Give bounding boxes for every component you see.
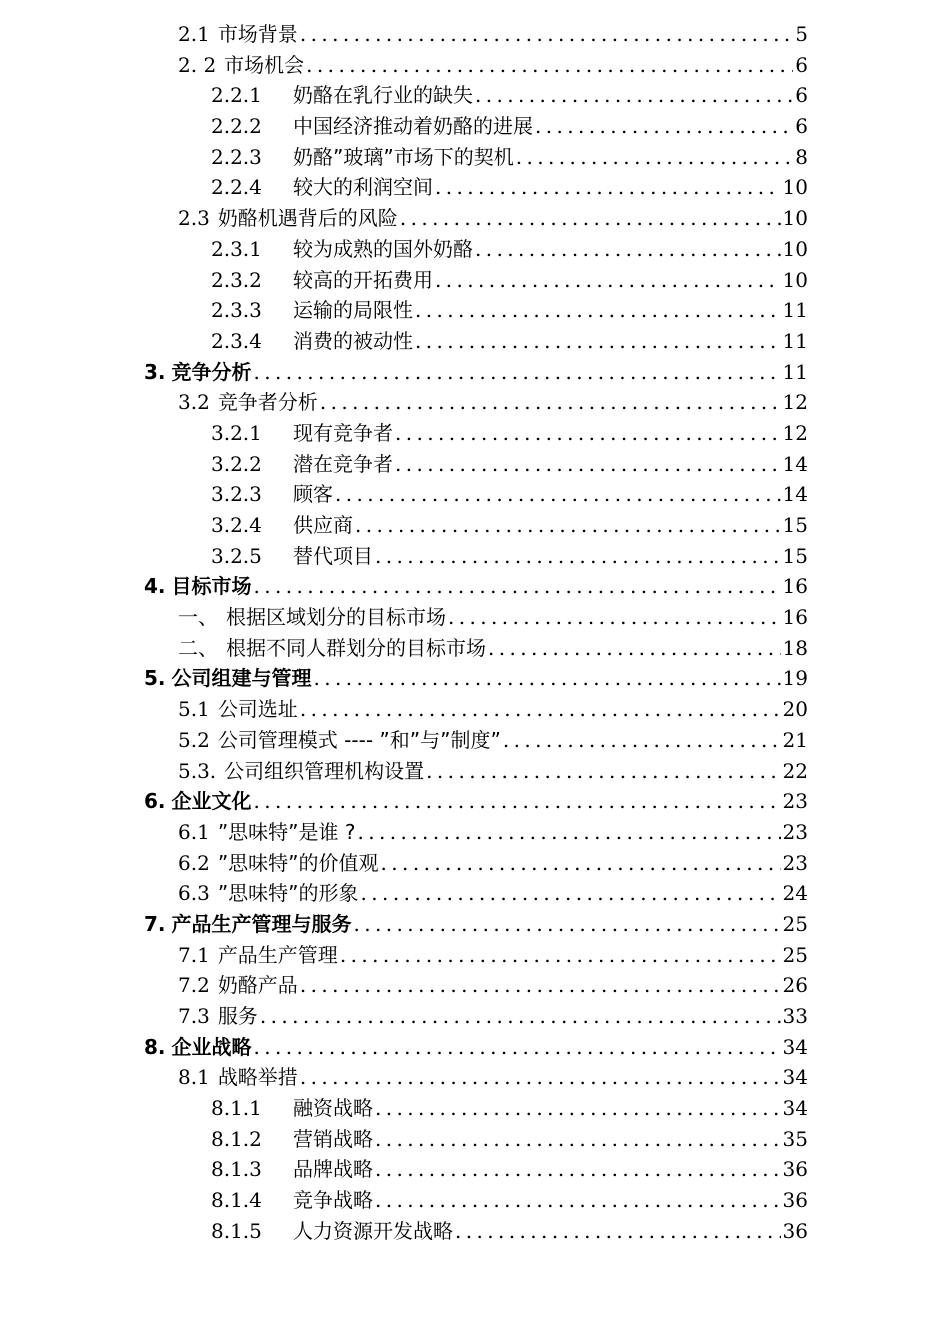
dot-leader [340,943,781,967]
toc-entry[interactable] [0,386,950,417]
dot-leader [254,574,781,598]
toc-entry[interactable] [0,877,950,908]
dot-leader [260,1004,781,1028]
toc-entry-number: 8.1.1 [211,1096,262,1121]
toc-entry-page-number: 21 [782,727,808,752]
dot-leader [306,53,793,77]
toc-entry-content [211,482,808,506]
toc-entry[interactable] [0,847,950,878]
toc-entry-content [211,145,808,169]
toc-entry-page-number: 6 [795,83,808,108]
toc-entry-number: 5.3. [178,758,217,783]
toc-entry[interactable] [0,939,950,970]
toc-entry-content [178,605,808,629]
toc-entry-number: 2.3.2 [211,267,262,292]
toc-entry-title: 公司管理模式 ---- ”和”与”制度” [217,727,501,752]
toc-entry[interactable] [0,632,950,663]
dot-leader [300,1065,781,1089]
toc-entry-content [211,268,808,292]
toc-entry-title: 根据区域划分的目标市场 [226,605,446,630]
toc-entry-content [178,636,808,660]
toc-entry-number: 3.2.5 [211,543,262,568]
dot-leader [381,851,781,875]
dot-leader [503,728,781,752]
toc-entry-number: 7.2 [178,973,210,998]
toc-entry-page-number: 10 [782,267,808,292]
dot-leader [475,237,781,261]
toc-entry-title: 战略举措 [217,1065,298,1090]
toc-entry-number: 3.2.1 [211,420,262,445]
toc-entry-page-number: 14 [782,482,808,507]
toc-entry-title: 服务 [217,1004,258,1028]
toc-entry[interactable] [0,724,950,755]
toc-entry-number: 2.3.3 [211,298,262,323]
toc-entry[interactable] [0,49,950,80]
toc-entry-number: 2.2.1 [211,83,262,108]
toc-entry-page-number: 36 [782,1218,808,1243]
dot-leader [300,973,781,997]
toc-entry-number: 2.2.3 [211,144,262,169]
toc-entry-number: 8.1.3 [211,1157,262,1182]
toc-entry-content [178,881,808,905]
toc-entry-content [211,114,808,138]
toc-entry-number: 2.3 [178,206,210,231]
toc-entry-title: 供应商 [293,513,353,537]
toc-entry-content [211,1157,808,1181]
toc-entry-number: 8.1.5 [211,1218,262,1243]
toc-entry[interactable] [0,785,950,816]
toc-entry-content [211,1096,808,1120]
toc-entry-page-number: 18 [782,635,808,660]
toc-entry[interactable] [0,1184,950,1215]
toc-entry[interactable] [0,540,950,571]
toc-entry[interactable] [0,509,950,540]
toc-entry-title: 企业战略 [171,1034,252,1059]
toc-entry-number: 7.1 [178,942,210,967]
toc-entry-content [211,329,808,353]
dot-leader [335,482,781,506]
toc-entry-title: 公司选址 [217,697,298,722]
toc-entry-content [178,53,808,77]
dot-leader [375,1096,781,1120]
toc-entry-number: 一、 [178,605,218,630]
toc-entry-title: 奶酪产品 [217,973,298,998]
toc-entry-content [178,851,808,875]
table-of-contents [0,18,950,1246]
toc-entry-title: 目标市场 [171,574,252,599]
toc-entry-content [211,544,808,568]
toc-entry-page-number: 22 [782,758,808,783]
dot-leader [355,513,781,537]
toc-entry[interactable] [0,417,950,448]
toc-entry-content [178,1004,808,1028]
dot-leader [435,175,781,199]
toc-entry-title: 潜在竞争者 [293,451,393,476]
toc-entry-page-number: 34 [782,1034,808,1059]
dot-leader [475,83,793,107]
toc-entry-title: 奶酪机遇背后的风险 [217,206,398,231]
toc-entry[interactable] [0,662,950,693]
toc-entry-page-number: 19 [782,666,808,691]
toc-entry-title: 奶酪在乳行业的缺失 [293,83,473,108]
toc-entry-title: 市场机会 [224,52,305,77]
toc-entry-content [211,298,808,322]
dot-leader [254,789,781,813]
toc-entry-number: 6. [144,789,166,814]
toc-entry-number: 2.2.4 [211,175,262,200]
toc-entry-number: 6.1 [178,819,210,844]
toc-entry-content [178,206,808,230]
toc-entry-title: 根据不同人群划分的目标市场 [226,635,486,660]
toc-entry[interactable] [0,141,950,172]
toc-entry-page-number: 36 [782,1157,808,1182]
toc-entry-title: 企业文化 [171,789,252,814]
dot-leader [448,605,781,629]
toc-entry[interactable] [0,79,950,110]
dot-leader [375,544,781,568]
toc-entry-page-number: 16 [782,574,808,599]
toc-entry-page-number: 23 [782,850,808,875]
dot-leader [354,912,781,936]
toc-entry[interactable] [0,325,950,356]
toc-entry-number: 2.3.1 [211,236,262,261]
dot-leader [415,298,781,322]
toc-entry-number: 二、 [178,635,218,660]
toc-entry-title: 消费的被动性 [293,328,413,353]
toc-entry-page-number: 10 [782,206,808,231]
toc-entry-number: 3. [144,359,166,384]
toc-entry[interactable] [0,356,950,387]
toc-entry[interactable] [0,1123,950,1154]
toc-entry-number: 7. [144,911,166,936]
toc-entry-title: 竞争者分析 [217,390,318,415]
toc-entry[interactable] [0,1215,950,1246]
toc-entry-number: 2.1 [178,22,210,46]
toc-entry-title: 顾客 [293,482,333,507]
toc-entry-page-number: 33 [782,1004,808,1028]
toc-entry-page-number: 12 [782,390,808,415]
toc-entry-number: 2.3.4 [211,328,262,353]
toc-entry-content [144,574,808,598]
dot-leader [320,390,781,414]
toc-entry-content [144,789,808,813]
toc-entry-title: 公司组织管理机构设置 [224,758,425,783]
toc-entry-page-number: 6 [795,52,808,77]
toc-entry-title: 竞争分析 [171,359,252,384]
dot-leader [375,1157,781,1181]
dot-leader [375,1127,781,1151]
toc-entry-title: 较为成熟的国外奶酪 [293,236,473,261]
toc-entry-number: 8. [144,1034,166,1059]
toc-entry-content [178,390,808,414]
toc-entry-page-number: 6 [795,114,808,139]
dot-leader [415,329,781,353]
dot-leader [358,820,781,844]
toc-entry-title: 运输的局限性 [293,298,413,323]
toc-entry[interactable] [0,448,950,479]
toc-entry-page-number: 25 [782,942,808,967]
dot-leader [300,22,793,46]
dot-leader [254,1035,781,1059]
toc-entry-content [178,759,808,783]
toc-entry-content [211,513,808,537]
toc-entry-page-number: 20 [782,697,808,722]
dot-leader [375,1188,781,1212]
toc-entry-number: 5.1 [178,697,210,722]
toc-entry-content [211,452,808,476]
toc-entry-title: ”思味特”的形象 [217,881,359,906]
toc-entry-content [178,22,808,46]
toc-entry-title: 产品生产管理与服务 [171,911,352,936]
toc-entry-page-number: 34 [782,1065,808,1090]
toc-entry[interactable] [0,18,950,49]
toc-entry-number: 4. [144,574,166,599]
toc-entry-page-number: 26 [782,973,808,998]
toc-entry-content [211,1127,808,1151]
toc-entry-content [144,1035,808,1059]
dot-leader [535,114,793,138]
toc-entry-number: 8.1 [178,1065,210,1090]
toc-entry-title: ”思味特”是谁 ? [217,819,356,844]
toc-entry-content [211,1188,808,1212]
toc-entry-page-number: 23 [782,819,808,844]
toc-entry-page-number: 25 [782,911,808,936]
toc-entry[interactable] [0,1031,950,1062]
toc-entry-page-number: 11 [782,298,808,323]
toc-entry-page-number: 23 [782,789,808,814]
dot-leader [516,145,794,169]
toc-entry-page-number: 35 [782,1126,808,1151]
toc-entry-title: 融资战略 [293,1096,373,1121]
toc-entry-page-number: 5 [795,22,808,46]
toc-entry-page-number: 11 [782,328,808,353]
toc-entry-content [211,1219,808,1243]
toc-entry[interactable] [0,294,950,325]
toc-entry[interactable] [0,110,950,141]
dot-leader [361,881,781,905]
toc-entry-content [211,83,808,107]
toc-entry-page-number: 34 [782,1096,808,1121]
toc-entry-number: 3.2 [178,390,210,415]
dot-leader [426,759,780,783]
toc-entry-title: 较高的开拓费用 [293,267,433,292]
toc-entry-content [178,943,808,967]
toc-entry-title: 公司组建与管理 [171,666,312,691]
toc-entry-title: ”思味特”的价值观 [217,850,379,875]
toc-entry-content [211,237,808,261]
toc-entry-title: 奶酪”玻璃”市场下的契机 [293,144,514,169]
dot-leader [395,452,781,476]
toc-entry-page-number: 14 [782,451,808,476]
toc-entry-content [178,820,808,844]
toc-entry-content [178,728,808,752]
dot-leader [254,360,781,384]
toc-entry[interactable] [0,1000,950,1031]
toc-entry-content [144,360,808,384]
toc-entry-number: 6.3 [178,881,210,906]
toc-entry-title: 产品生产管理 [217,942,338,967]
toc-entry-content [211,421,808,445]
toc-entry-title: 现有竞争者 [293,420,393,445]
toc-entry-number: 5.2 [178,727,210,752]
toc-entry-number: 3.2.2 [211,451,262,476]
toc-entry-number: 2.2.2 [211,114,262,139]
toc-entry[interactable] [0,908,950,939]
toc-entry[interactable] [0,478,950,509]
toc-entry-title: 品牌战略 [293,1157,373,1182]
toc-entry-content [178,973,808,997]
toc-entry-page-number: 15 [782,543,808,568]
toc-entry-number: 3.2.3 [211,482,262,507]
toc-entry-title: 市场背景 [217,22,298,46]
toc-entry-content [211,175,808,199]
toc-entry-content [144,912,808,936]
toc-entry-page-number: 36 [782,1188,808,1213]
toc-entry-page-number: 12 [782,420,808,445]
toc-entry-number: 3.2.4 [211,513,262,537]
dot-leader [314,666,781,690]
toc-entry[interactable] [0,1092,950,1123]
dot-leader [455,1219,781,1243]
toc-entry-page-number: 24 [782,881,808,906]
dot-leader [395,421,781,445]
toc-entry-number: 7.3 [178,1004,210,1028]
toc-entry-content [144,666,808,690]
toc-entry-number: 8.1.4 [211,1188,262,1213]
toc-entry-number: 6.2 [178,850,210,875]
toc-entry[interactable] [0,601,950,632]
dot-leader [435,268,781,292]
toc-entry-title: 较大的利润空间 [293,175,433,200]
toc-entry-content [178,1065,808,1089]
toc-entry-title: 人力资源开发战略 [293,1218,453,1243]
toc-entry[interactable] [0,264,950,295]
toc-entry-page-number: 10 [782,236,808,261]
toc-entry-title: 竞争战略 [293,1188,373,1213]
toc-entry[interactable] [0,1061,950,1092]
toc-entry-title: 替代项目 [293,543,373,568]
toc-entry-number: 2. 2 [178,52,217,77]
toc-entry[interactable] [0,969,950,1000]
dot-leader [488,636,781,660]
toc-entry-number: 5. [144,666,166,691]
toc-entry-page-number: 10 [782,175,808,200]
toc-entry[interactable] [0,1153,950,1184]
toc-entry-page-number: 8 [795,144,808,169]
toc-entry-title: 营销战略 [293,1126,373,1151]
toc-entry-page-number: 15 [782,513,808,537]
toc-entry[interactable] [0,233,950,264]
toc-entry-number: 8.1.2 [211,1126,262,1151]
dot-leader [300,697,781,721]
toc-entry[interactable] [0,171,950,202]
toc-entry[interactable] [0,693,950,724]
toc-entry-page-number: 16 [782,605,808,630]
toc-entry[interactable] [0,202,950,233]
toc-entry-content [178,697,808,721]
toc-entry[interactable] [0,755,950,786]
toc-entry[interactable] [0,816,950,847]
toc-entry-title: 中国经济推动着奶酪的进展 [293,114,533,139]
dot-leader [400,206,781,230]
toc-entry[interactable] [0,570,950,601]
toc-entry-page-number: 11 [782,359,808,384]
